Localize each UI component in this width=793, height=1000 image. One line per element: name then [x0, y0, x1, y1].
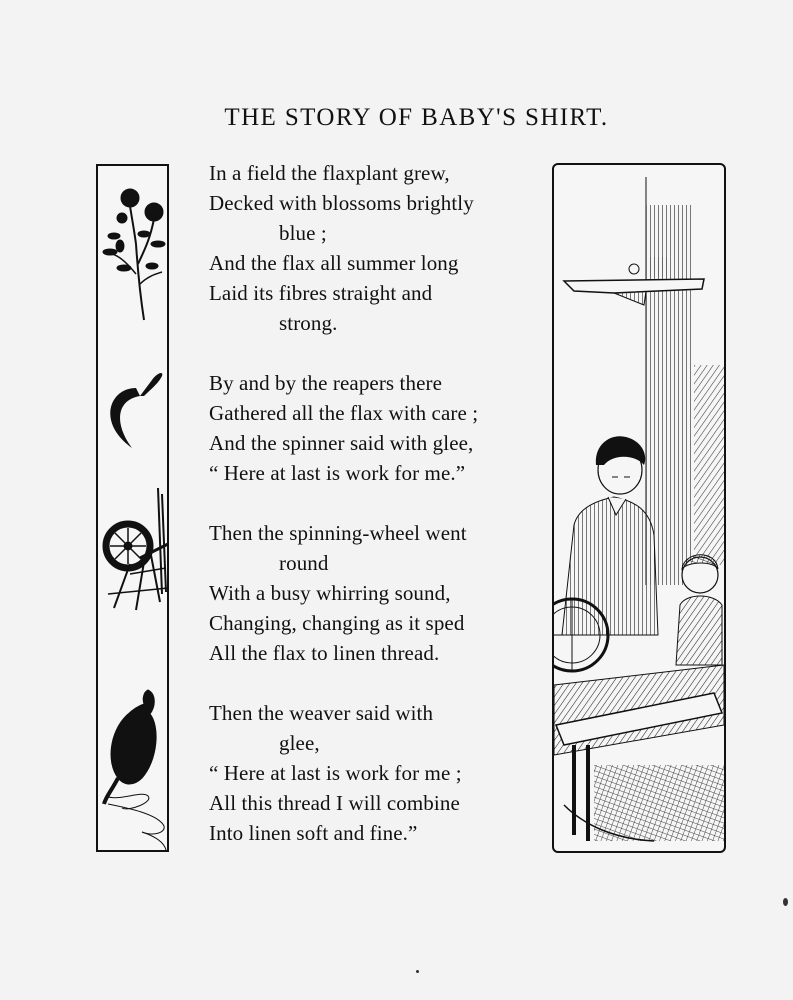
stanza-1 [209, 158, 539, 338]
poem-line: In a field the flaxplant grew, [209, 161, 450, 185]
poem-line: Into linen soft and fine.” [209, 821, 418, 845]
poem-line: strong. [279, 311, 338, 335]
poem-line: Then the spinning-wheel went [209, 521, 467, 545]
poem-line: By and by the reapers there [209, 371, 443, 395]
poem-line: And the spinner said with glee, [209, 431, 474, 455]
sickle-icon [100, 366, 166, 456]
paper-speck [783, 898, 788, 906]
stanza-4 [209, 698, 539, 848]
poem-line: blue ; [279, 221, 327, 245]
stanza-2 [209, 368, 539, 488]
poem-line: Changing, changing as it sped [209, 611, 465, 635]
left-icon-column [96, 164, 169, 852]
poem-line: Laid its fibres straight and [209, 281, 433, 305]
paper-speck [416, 970, 419, 973]
thread-spool-icon [98, 686, 170, 852]
poem-line: All this thread I will combine [209, 791, 460, 815]
poem-line: All the flax to linen thread. [209, 641, 440, 665]
poem-line: glee, [279, 731, 320, 755]
poem-line: Decked with blossoms brightly [209, 191, 474, 215]
poem-line: Gathered all the flax with care ; [209, 401, 479, 425]
stanza-3 [209, 518, 539, 668]
loom-illustration [552, 163, 726, 853]
poem-line: “ Here at last is work for me.” [209, 461, 466, 485]
spinning-wheel-icon [100, 484, 170, 614]
flax-flower-icon [100, 184, 166, 324]
page-title: THE STORY OF BABY'S SHIRT. [224, 104, 609, 131]
poem-line: With a busy whirring sound, [209, 581, 451, 605]
poem-line: Then the weaver said with [209, 701, 434, 725]
poem-line: round [279, 551, 329, 575]
poem [209, 158, 539, 878]
poem-line: “ Here at last is work for me ; [209, 761, 462, 785]
poem-line: And the flax all summer long [209, 251, 459, 275]
